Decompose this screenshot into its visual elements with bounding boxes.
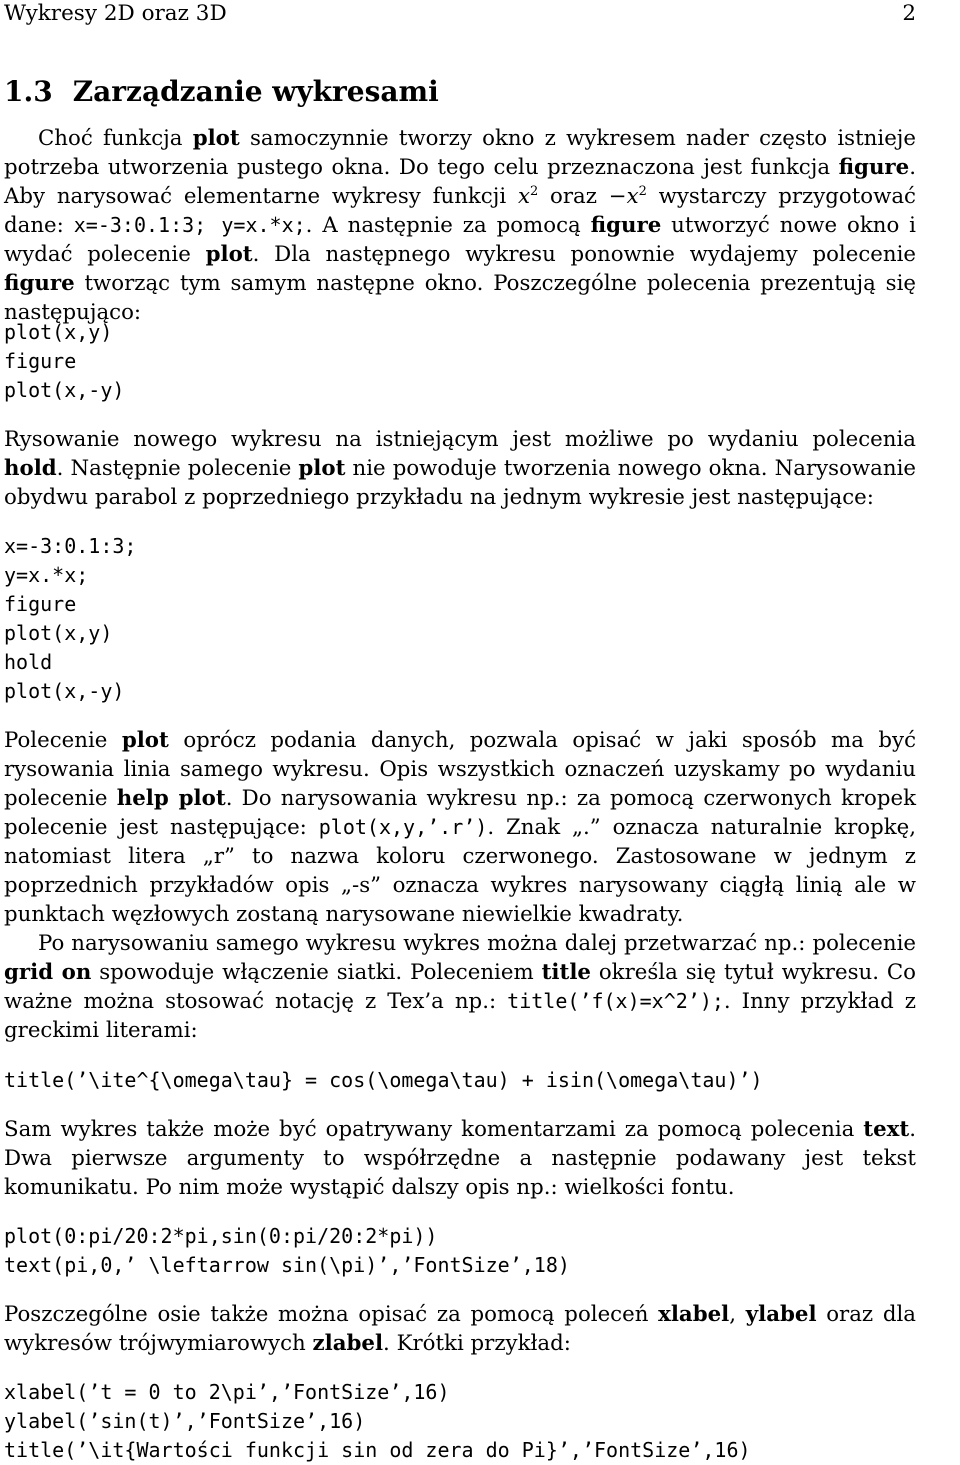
- text: oraz −: [538, 184, 627, 209]
- math-var: x: [517, 184, 530, 209]
- inline-code: title(’f(x)=x^2’);: [507, 989, 724, 1013]
- text: Sam wykres także może być opatrywany komentarzami za pomocą polecenia: [4, 1117, 864, 1142]
- paragraph-hold: [4, 425, 916, 512]
- text: . Krótki przykład:: [383, 1331, 571, 1356]
- text: samoczynnie tworzy okno z wykresem nader często istnieje potrzeba utworzenia pustego okna. Do tego celu przeznaczona jest funkcja: [4, 126, 917, 180]
- header-title: Wykresy 2D oraz 3D: [4, 1, 227, 26]
- paragraph-text-command: [4, 1115, 916, 1202]
- text: nie powoduje tworzenia nowego okna. Narysowanie obydwu parabol z poprzedniego przykładu na jednym wykresie jest następujące:: [4, 456, 916, 510]
- text: . Do narysowania wykresu np.: za pomocą czerwonych kropek polecenie jest następujące:: [4, 786, 916, 840]
- text: spowoduje włączenie siatki. Poleceniem: [91, 960, 542, 985]
- text: oprócz podania danych, pozwala opisać w jaki sposób ma być rysowania linia samego wykresu. Opis wszystkich oznaczeń uzyskamy po wydaniu polecenie: [4, 728, 916, 811]
- keyword: zlabel: [312, 1331, 384, 1356]
- code-block-labels: xlabel(’t = 0 to 2\pi’,’FontSize’,16) ylabel(’sin(t)’,’FontSize’,16) title(’\it{Wartości funkcji sin od zera do Pi}’,’FontSize’,16): [4, 1380, 751, 1462]
- keyword: plot: [205, 242, 253, 267]
- page-number: 2: [902, 1, 916, 26]
- keyword: figure: [838, 155, 910, 180]
- keyword: figure: [4, 271, 75, 296]
- keyword: figure: [590, 213, 662, 238]
- keyword: title: [541, 960, 591, 985]
- keyword: hold: [4, 456, 57, 481]
- text: . A następnie za pomocą: [305, 213, 591, 238]
- paragraph-plot-style: [4, 726, 916, 929]
- paragraph-grid-title: [4, 929, 916, 1045]
- paragraph-axis-labels: [4, 1300, 916, 1358]
- text: oraz dla wykresów trójwymiarowych: [4, 1302, 916, 1356]
- math-var: x: [626, 184, 639, 209]
- section-title: Zarządzanie wykresami: [72, 75, 439, 108]
- section-number: 1.3: [4, 75, 53, 108]
- keyword: help plot: [116, 786, 226, 811]
- math-exponent: 2: [529, 183, 539, 199]
- keyword: ylabel: [745, 1302, 817, 1327]
- inline-code: plot(x,y,’.r’): [318, 815, 488, 839]
- text: Po narysowaniu samego wykresu wykres można dalej przetwarzać np.: polecenie: [38, 931, 916, 956]
- keyword: text: [863, 1117, 910, 1142]
- text: . Aby narysować elementarne wykresy funkcji: [4, 155, 916, 209]
- text: wystarczy przygotować dane:: [4, 184, 916, 238]
- text: Choć funkcja: [38, 126, 193, 151]
- text: . Następnie polecenie: [56, 456, 299, 481]
- code-block-hold: x=-3:0.1:3; y=x.*x; figure plot(x,y) hold plot(x,-y): [4, 534, 137, 703]
- text: . Inny przykład z greckimi literami:: [4, 989, 916, 1043]
- keyword: plot: [298, 456, 346, 481]
- text: Rysowanie nowego wykresu na istniejącym jest możliwe po wydaniu polecenia: [4, 427, 916, 452]
- inline-code: x=-3:0.1:3; y=x.*x;: [73, 213, 306, 237]
- code-block-title-greek: title(’\ite^{\omega\tau} = cos(\omega\tau) + isin(\omega\tau)’): [4, 1068, 763, 1092]
- keyword: xlabel: [658, 1302, 730, 1327]
- running-header: [4, 2, 916, 26]
- code-block-figure: plot(x,y) figure plot(x,-y): [4, 320, 125, 402]
- keyword: plot: [192, 126, 240, 151]
- keyword: plot: [121, 728, 169, 753]
- text: . Znak „.” oznacza naturalnie kropkę, natomiast litera „r” to nazwa koloru czerwonego. Zastosowane w jednym z poprzednich przykładów opis „-s” oznacza wykres narysowany ciągłą linią ale w punktach węzłowych zostaną narysowane niewielkie kwadraty.: [4, 815, 916, 927]
- text: tworząc tym samym następne okno. Poszczególne polecenia prezentują się następująco:: [4, 271, 916, 325]
- section-heading: [4, 76, 439, 108]
- code-block-text: plot(0:pi/20:2*pi,sin(0:pi/20:2*pi)) text(pi,0,’ \leftarrow sin(\pi)’,’FontSize’,18): [4, 1224, 570, 1277]
- math-exponent: 2: [638, 183, 647, 199]
- text: . Dla następnego wykresu ponownie wydajemy polecenie: [252, 242, 916, 267]
- text: utworzyć nowe okno i wydać polecenie: [4, 213, 916, 267]
- text: . Dwa pierwsze argumenty to współrzędne a następnie podawany jest tekst komunikatu. Po nim może wystąpić dalszy opis np.: wielkości fontu.: [4, 1117, 916, 1200]
- paragraph-intro: [4, 124, 916, 327]
- text: Poszczególne osie także można opisać za pomocą poleceń: [4, 1302, 659, 1327]
- text: ,: [729, 1302, 746, 1327]
- text: określa się tytuł wykresu. Co ważne można stosować notację z Tex’a np.:: [4, 960, 916, 1014]
- keyword: grid on: [4, 960, 92, 985]
- text: Polecenie: [4, 728, 122, 753]
